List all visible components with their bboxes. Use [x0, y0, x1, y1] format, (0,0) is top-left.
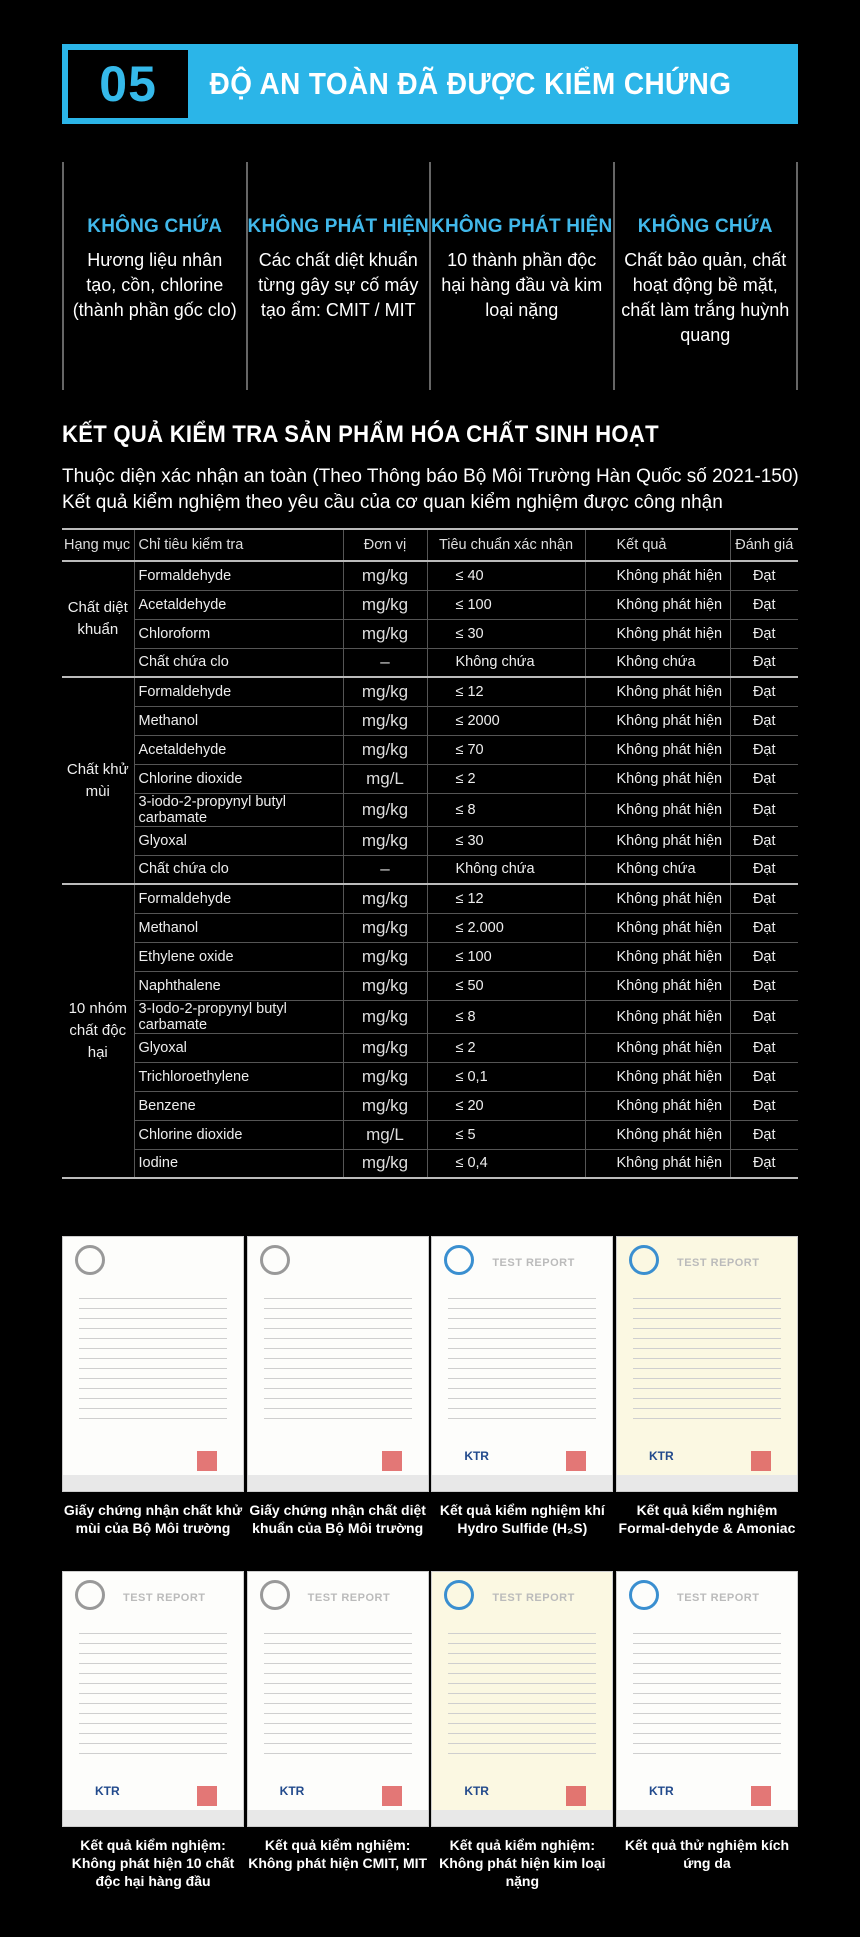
claim-desc: Chất bảo quản, chất hoạt động bề mặt, chất làm trắng huỳnh quang — [621, 250, 790, 345]
seal-icon — [75, 1580, 105, 1610]
ktr-logo: KTR — [95, 1784, 120, 1798]
table-row — [62, 884, 798, 913]
result-cell: Không phát hiện — [585, 1120, 730, 1149]
header-category: Hạng mục — [64, 537, 131, 553]
header-item: Chỉ tiêu kiểm tra — [134, 529, 343, 561]
unit-cell: mg/kg — [343, 619, 427, 648]
eval-cell: Đạt — [730, 913, 798, 942]
table-row — [62, 1091, 798, 1120]
unit-cell: mg/kg — [343, 793, 427, 826]
claim-3 — [429, 162, 613, 390]
standard-cell: ≤ 2.000 — [427, 913, 585, 942]
claims-row — [62, 162, 798, 390]
name-cell: Acetaldehyde — [134, 590, 343, 619]
table-row — [62, 942, 798, 971]
ktr-logo: KTR — [648, 1784, 674, 1798]
document-footer — [432, 1475, 612, 1491]
certificate-image — [247, 1571, 429, 1827]
certificate-card[interactable] — [62, 1571, 244, 1890]
claim-title: KHÔNG PHÁT HIỆN — [247, 216, 429, 237]
certificate-image — [62, 1236, 244, 1492]
certificate-image — [62, 1571, 244, 1827]
eval-cell: Đạt — [730, 855, 798, 884]
result-cell: Không phát hiện — [585, 1149, 730, 1178]
category-cell: Chất diệt khuẩn — [62, 561, 134, 677]
table-row — [62, 1062, 798, 1091]
certificate-card[interactable] — [616, 1236, 798, 1537]
result-cell: Không phát hiện — [585, 561, 730, 590]
certificates-row-1 — [62, 1236, 798, 1537]
name-cell: Formaldehyde — [134, 561, 343, 590]
document-footer — [248, 1810, 428, 1826]
result-cell: Không phát hiện — [585, 793, 730, 826]
seal-icon — [629, 1245, 659, 1275]
unit-cell: mg/kg — [343, 561, 427, 590]
table-row — [62, 648, 798, 677]
seal-icon — [260, 1580, 290, 1610]
certificate-image — [616, 1236, 798, 1492]
stamp-icon — [751, 1451, 771, 1471]
name-cell: Formaldehyde — [134, 884, 343, 913]
name-cell: Acetaldehyde — [134, 735, 343, 764]
report-header: TEST REPORT — [307, 1592, 391, 1604]
unit-cell: mg/kg — [343, 1091, 427, 1120]
unit-cell: mg/kg — [343, 884, 427, 913]
eval-cell: Đạt — [730, 1033, 798, 1062]
seal-icon — [629, 1580, 659, 1610]
result-cell: Không phát hiện — [585, 706, 730, 735]
eval-cell: Đạt — [730, 619, 798, 648]
stamp-icon — [382, 1451, 402, 1471]
seal-icon — [75, 1245, 105, 1275]
name-cell: Iodine — [134, 1149, 343, 1178]
result-cell: Không phát hiện — [585, 735, 730, 764]
certificate-caption: Kết quả kiểm nghiệm: Không phát hiện 10 chất độc hại hàng đầu — [71, 1837, 235, 1889]
name-cell: Naphthalene — [134, 971, 343, 1000]
result-cell: Không phát hiện — [585, 942, 730, 971]
document-lines — [448, 1624, 596, 1756]
eval-cell: Đạt — [730, 1000, 798, 1033]
claim-title: KHÔNG CHỨA — [87, 216, 223, 237]
stamp-icon — [382, 1786, 402, 1806]
eval-cell: Đạt — [730, 735, 798, 764]
standard-cell: ≤ 30 — [427, 826, 585, 855]
standard-cell: ≤ 70 — [427, 735, 585, 764]
document-lines — [633, 1624, 781, 1756]
unit-cell: mg/kg — [343, 913, 427, 942]
table-row — [62, 793, 798, 826]
certificate-caption: Giấy chứng nhận chất diệt khuẩn của Bộ Môi trường — [249, 1502, 426, 1536]
report-header: TEST REPORT — [492, 1257, 575, 1269]
certificate-card[interactable] — [247, 1236, 429, 1537]
certificate-caption: Kết quả kiểm nghiệm: Không phát hiện CMIT, MIT — [248, 1837, 428, 1871]
standard-cell: ≤ 2000 — [427, 706, 585, 735]
claim-desc: Hương liệu nhân tạo, cồn, chlorine (thành phần gốc clo) — [72, 250, 237, 320]
unit-cell: mg/kg — [343, 1033, 427, 1062]
header-unit: Đơn vị — [343, 529, 427, 561]
header-standard: Tiêu chuẩn xác nhận — [427, 529, 585, 561]
result-cell: Không phát hiện — [585, 677, 730, 706]
eval-cell: Đạt — [730, 942, 798, 971]
unit-cell: mg/kg — [343, 1000, 427, 1033]
eval-cell: Đạt — [730, 1149, 798, 1178]
document-lines — [633, 1289, 781, 1421]
document-lines — [264, 1624, 412, 1756]
standard-cell: ≤ 20 — [427, 1091, 585, 1120]
standard-cell: ≤ 2 — [427, 1033, 585, 1062]
name-cell: Chất chứa clo — [134, 648, 343, 677]
unit-cell: mg/kg — [343, 826, 427, 855]
unit-cell: mg/kg — [343, 677, 427, 706]
standard-cell: Không chứa — [427, 648, 585, 677]
report-header: TEST REPORT — [492, 1592, 575, 1604]
table-row — [62, 764, 798, 793]
table-row — [62, 1120, 798, 1149]
name-cell: Chloroform — [134, 619, 343, 648]
eval-cell: Đạt — [730, 826, 798, 855]
result-cell: Không chứa — [585, 855, 730, 884]
eval-cell: Đạt — [730, 884, 798, 913]
document-footer — [432, 1810, 612, 1826]
document-lines — [79, 1624, 227, 1756]
result-cell: Không phát hiện — [585, 1000, 730, 1033]
standard-cell: ≤ 8 — [427, 793, 585, 826]
certificate-caption: Kết quả kiểm nghiệm: Không phát hiện kim loại nặng — [439, 1837, 606, 1889]
claim-title: KHÔNG PHÁT HIỆN — [431, 216, 613, 237]
unit-cell: mg/kg — [343, 735, 427, 764]
table-body — [62, 561, 798, 1178]
stamp-icon — [197, 1451, 217, 1471]
claim-title: KHÔNG CHỨA — [637, 216, 773, 237]
name-cell: Trichloroethylene — [134, 1062, 343, 1091]
eval-cell: Đạt — [730, 971, 798, 1000]
section-number: 05 — [68, 50, 188, 118]
document-footer — [63, 1475, 243, 1491]
certificate-card[interactable] — [62, 1236, 244, 1537]
name-cell: Benzene — [134, 1091, 343, 1120]
eval-cell: Đạt — [730, 648, 798, 677]
certificate-card[interactable] — [431, 1571, 613, 1890]
certificate-caption: Kết quả thử nghiệm kích ứng da — [624, 1837, 790, 1871]
result-cell: Không chứa — [585, 648, 730, 677]
claim-2 — [246, 162, 430, 390]
ktr-logo: KTR — [279, 1784, 305, 1798]
unit-cell: mg/kg — [343, 942, 427, 971]
results-heading: KẾT QUẢ KIỂM TRA SẢN PHẨM HÓA CHẤT SINH HOẠT — [62, 421, 659, 448]
certificate-card[interactable] — [247, 1571, 429, 1890]
result-cell: Không phát hiện — [585, 913, 730, 942]
table-row — [62, 590, 798, 619]
stamp-icon — [197, 1786, 217, 1806]
claim-4 — [613, 162, 799, 390]
document-lines — [448, 1289, 596, 1421]
eval-cell: Đạt — [730, 1120, 798, 1149]
name-cell: 3-iodo-2-propynyl butyl carbamate — [134, 793, 343, 826]
result-cell: Không phát hiện — [585, 884, 730, 913]
certificate-card[interactable] — [431, 1236, 613, 1537]
table-header-row — [62, 529, 798, 561]
name-cell: Methanol — [134, 913, 343, 942]
eval-cell: Đạt — [730, 677, 798, 706]
standard-cell: ≤ 12 — [427, 884, 585, 913]
table-row — [62, 561, 798, 590]
result-cell: Không phát hiện — [585, 764, 730, 793]
unit-cell: mg/kg — [343, 590, 427, 619]
eval-cell: Đạt — [730, 764, 798, 793]
document-footer — [617, 1475, 797, 1491]
category-cell: 10 nhóm chất độc hại — [62, 884, 134, 1178]
table-row — [62, 677, 798, 706]
standard-cell: ≤ 0,1 — [427, 1062, 585, 1091]
unit-cell: mg/kg — [343, 971, 427, 1000]
unit-cell: mg/kg — [343, 706, 427, 735]
eval-cell: Đạt — [730, 793, 798, 826]
certificate-image — [431, 1236, 613, 1492]
table-row — [62, 706, 798, 735]
name-cell: Chlorine dioxide — [134, 764, 343, 793]
unit-cell: mg/L — [343, 764, 427, 793]
header-result: Kết quả — [585, 529, 730, 561]
certificate-caption: Kết quả kiểm nghiệm khí Hydro Sulfide (H₂S) — [439, 1502, 605, 1536]
stamp-icon — [566, 1451, 586, 1471]
result-cell: Không phát hiện — [585, 619, 730, 648]
table-row — [62, 735, 798, 764]
eval-cell: Đạt — [730, 561, 798, 590]
eval-cell: Đạt — [730, 1091, 798, 1120]
certificate-image — [616, 1571, 798, 1827]
report-header: TEST REPORT — [123, 1592, 206, 1604]
result-cell: Không phát hiện — [585, 1033, 730, 1062]
name-cell: Methanol — [134, 706, 343, 735]
certificate-caption: Giấy chứng nhận chất khử mùi của Bộ Môi trường — [63, 1502, 243, 1536]
certificate-card[interactable] — [616, 1571, 798, 1890]
claim-desc: 10 thành phần độc hại hàng đầu và kim loại nặng — [441, 250, 603, 320]
report-header: TEST REPORT — [676, 1592, 760, 1604]
category-cell: Chất khử mùi — [62, 677, 134, 884]
claim-1 — [62, 162, 246, 390]
certificate-image — [247, 1236, 429, 1492]
result-cell: Không phát hiện — [585, 1062, 730, 1091]
section-banner — [62, 44, 798, 124]
standard-cell: ≤ 30 — [427, 619, 585, 648]
result-cell: Không phát hiện — [585, 1091, 730, 1120]
result-cell: Không phát hiện — [585, 826, 730, 855]
table-row — [62, 855, 798, 884]
claim-desc: Các chất diệt khuẩn từng gây sự cố máy tạo ẩm: CMIT / MIT — [258, 250, 419, 320]
unit-cell: mg/kg — [343, 1149, 427, 1178]
standard-cell: ≤ 100 — [427, 942, 585, 971]
table-row — [62, 913, 798, 942]
section-title: ĐỘ AN TOÀN ĐÃ ĐƯỢC KIỂM CHỨNG — [209, 66, 732, 101]
document-lines — [79, 1289, 227, 1421]
eval-cell: Đạt — [730, 590, 798, 619]
report-header: TEST REPORT — [676, 1257, 760, 1269]
name-cell: Glyoxal — [134, 826, 343, 855]
results-table — [62, 528, 798, 1179]
document-footer — [617, 1810, 797, 1826]
name-cell: Ethylene oxide — [134, 942, 343, 971]
table-row — [62, 1033, 798, 1062]
table-row — [62, 971, 798, 1000]
table-row — [62, 826, 798, 855]
results-description: Thuộc diện xác nhận an toàn (Theo Thông báo Bộ Môi Trường Hàn Quốc số 2021-150) Kết quả kiểm nghiệm theo yêu cầu của cơ quan kiểm nghiệm được công nhận — [62, 466, 799, 513]
document-footer — [248, 1475, 428, 1491]
name-cell: 3-Iodo-2-propynyl butyl carbamate — [134, 1000, 343, 1033]
certificate-caption: Kết quả kiểm nghiệm Formal-dehyde & Amoniac — [618, 1502, 796, 1536]
name-cell: Chất chứa clo — [134, 855, 343, 884]
certificates-row-2 — [62, 1571, 798, 1890]
result-cell: Không phát hiện — [585, 590, 730, 619]
eval-cell: Đạt — [730, 706, 798, 735]
ktr-logo: KTR — [464, 1449, 489, 1463]
header-eval: Đánh giá — [730, 529, 798, 561]
standard-cell: ≤ 0,4 — [427, 1149, 585, 1178]
result-cell: Không phát hiện — [585, 971, 730, 1000]
name-cell: Chlorine dioxide — [134, 1120, 343, 1149]
standard-cell: ≤ 5 — [427, 1120, 585, 1149]
standard-cell: ≤ 40 — [427, 561, 585, 590]
name-cell: Glyoxal — [134, 1033, 343, 1062]
unit-cell: mg/L — [343, 1120, 427, 1149]
standard-cell: ≤ 8 — [427, 1000, 585, 1033]
document-footer — [63, 1810, 243, 1826]
stamp-icon — [566, 1786, 586, 1806]
standard-cell: ≤ 12 — [427, 677, 585, 706]
certificate-image — [431, 1571, 613, 1827]
table-row — [62, 1000, 798, 1033]
ktr-logo: KTR — [464, 1784, 489, 1798]
table-row — [62, 619, 798, 648]
standard-cell: ≤ 100 — [427, 590, 585, 619]
unit-cell: – — [343, 648, 427, 677]
eval-cell: Đạt — [730, 1062, 798, 1091]
ktr-logo: KTR — [648, 1449, 674, 1463]
seal-icon — [260, 1245, 290, 1275]
table-row — [62, 1149, 798, 1178]
unit-cell: mg/kg — [343, 1062, 427, 1091]
name-cell: Formaldehyde — [134, 677, 343, 706]
stamp-icon — [751, 1786, 771, 1806]
unit-cell: – — [343, 855, 427, 884]
seal-icon — [444, 1245, 474, 1275]
standard-cell: ≤ 50 — [427, 971, 585, 1000]
standard-cell: ≤ 2 — [427, 764, 585, 793]
standard-cell: Không chứa — [427, 855, 585, 884]
seal-icon — [444, 1580, 474, 1610]
document-lines — [264, 1289, 412, 1421]
